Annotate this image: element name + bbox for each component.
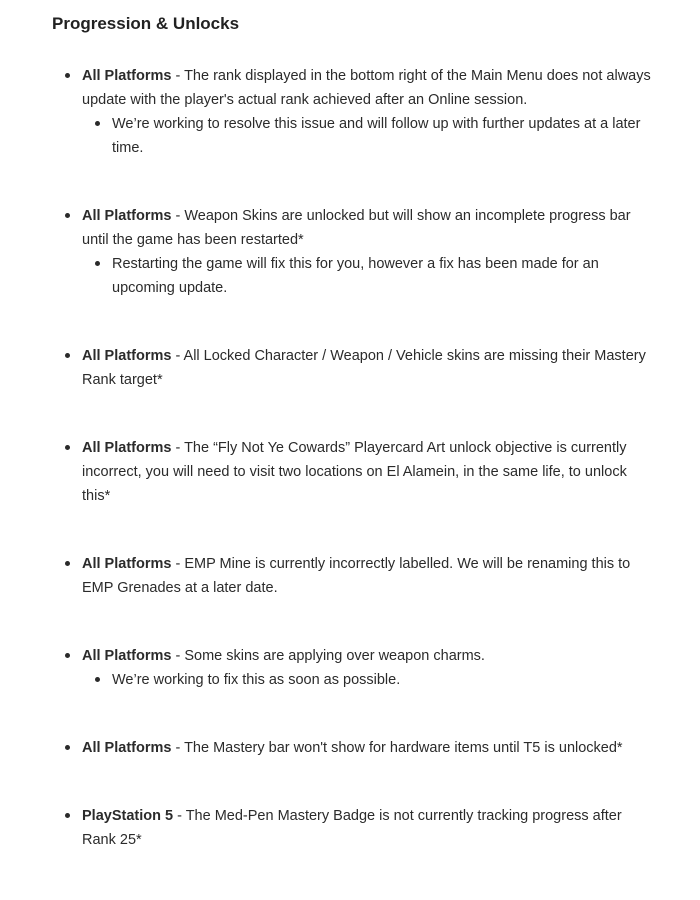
issue-item — [52, 204, 652, 300]
issue-text: EMP Mine is currently incorrectly labelled. We will be renaming this to EMP Grenades at a later date. — [82, 556, 631, 596]
issue-item — [52, 736, 652, 760]
issue-separator: - — [171, 440, 185, 456]
issue-text: The Med-Pen Mastery Badge is not currently tracking progress after Rank 25* — [82, 808, 622, 848]
issue-platform: All Platforms — [82, 208, 172, 224]
issue-subitem: We’re working to resolve this issue and will follow up with further updates at a later time. — [82, 112, 652, 160]
issue-platform: All Platforms — [82, 740, 172, 756]
issue-separator: - — [171, 208, 185, 224]
issue-item — [52, 804, 652, 852]
issue-text: The Mastery bar won't show for hardware items until T5 is unlocked* — [184, 740, 623, 756]
issue-text: The rank displayed in the bottom right of the Main Menu does not always update with the player's actual rank achieved after an Online session. — [82, 68, 651, 108]
issue-separator: - — [171, 348, 184, 364]
issue-item — [52, 436, 652, 508]
sub-list — [82, 252, 652, 300]
issue-item — [52, 344, 652, 392]
issue-item — [52, 552, 652, 600]
issue-item — [52, 64, 652, 160]
issue-platform: All Platforms — [82, 68, 172, 84]
issue-separator: - — [171, 68, 185, 84]
issue-separator: - — [171, 740, 185, 756]
issue-item — [52, 644, 652, 692]
issue-separator: - — [173, 808, 186, 824]
issue-subitem: We’re working to fix this as soon as possible. — [82, 668, 652, 692]
sub-list — [82, 112, 652, 160]
sub-list — [82, 668, 652, 692]
issue-platform: All Platforms — [82, 348, 172, 364]
issue-separator: - — [171, 648, 185, 664]
issue-text: Weapon Skins are unlocked but will show an incomplete progress bar until the game has been restarted* — [82, 208, 631, 248]
issue-subitem: Restarting the game will fix this for you, however a fix has been made for an upcoming update. — [82, 252, 652, 300]
issue-text: All Locked Character / Weapon / Vehicle skins are missing their Mastery Rank target* — [82, 348, 646, 388]
issue-platform: All Platforms — [82, 556, 172, 572]
issue-platform: PlayStation 5 — [82, 808, 174, 824]
issue-text: Some skins are applying over weapon charms. — [184, 648, 485, 664]
issue-platform: All Platforms — [82, 648, 172, 664]
section-title: Progression & Unlocks — [52, 14, 240, 33]
issue-list — [52, 64, 700, 852]
issue-text: The “Fly Not Ye Cowards” Playercard Art unlock objective is currently incorrect, you will need to visit two locations on El Alamein, in the same life, to unlock this* — [82, 440, 627, 504]
issue-platform: All Platforms — [82, 440, 172, 456]
issue-separator: - — [171, 556, 185, 572]
